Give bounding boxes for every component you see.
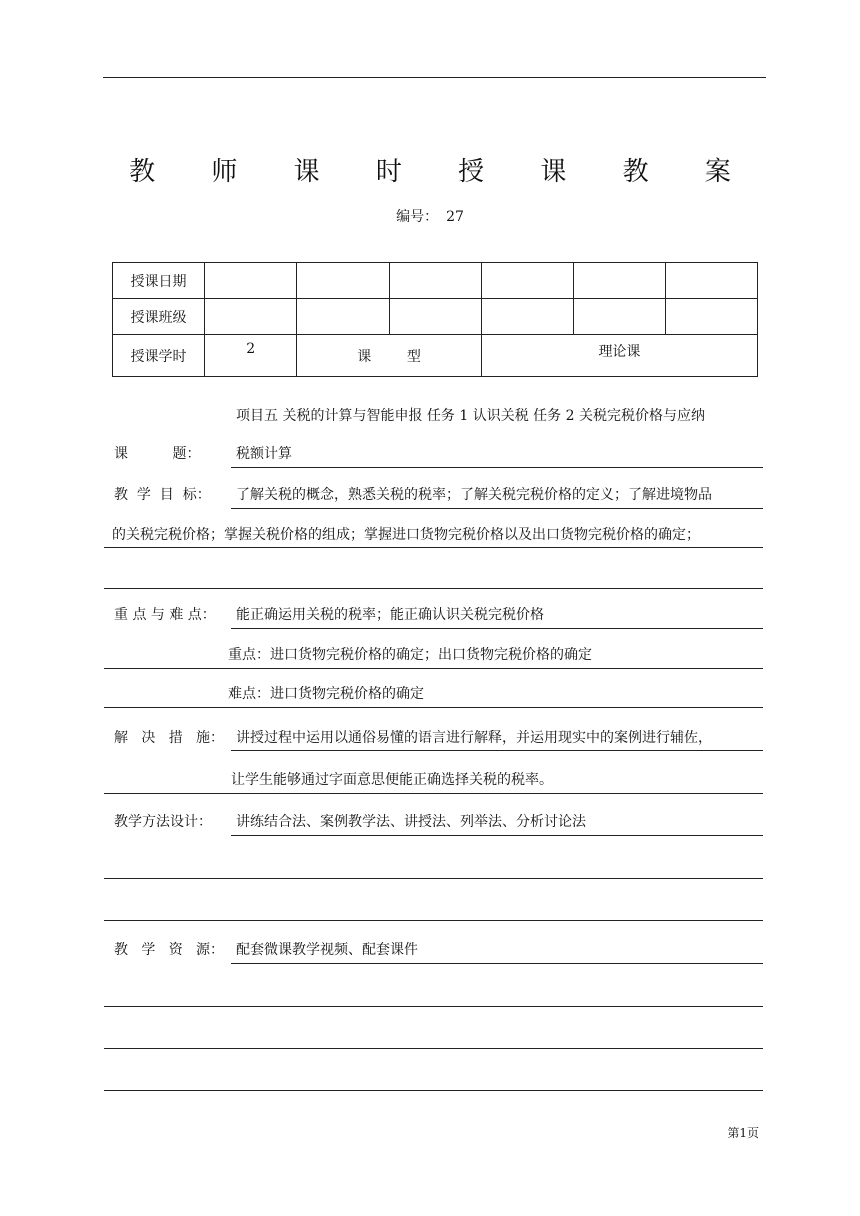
measures-underline-2 xyxy=(104,793,763,794)
date-cell xyxy=(573,263,665,299)
topic-underline xyxy=(231,467,763,468)
top-rule xyxy=(103,77,766,78)
class-cell xyxy=(389,299,481,335)
class-cell xyxy=(481,299,573,335)
class-cell xyxy=(573,299,665,335)
objectives-underline-3 xyxy=(104,588,763,589)
date-cell xyxy=(297,263,389,299)
class-cell xyxy=(297,299,389,335)
page-title: 教 师 课 时 授 课 教 案 xyxy=(129,157,755,187)
serial-value: 27 xyxy=(446,209,464,225)
serial-label: 编号： xyxy=(396,209,439,225)
methods-label: 教学方法设计： xyxy=(114,814,212,830)
hours-value: 2 xyxy=(205,335,297,377)
class-cell xyxy=(205,299,297,335)
key-points-line-2: 重点：进口货物完税价格的确定；出口货物完税价格的确定 xyxy=(228,647,592,663)
objectives-line-1: 了解关税的概念，熟悉关税的税率；了解关税完税价格的定义；了解进境物品 xyxy=(236,487,712,503)
topic-line-2: 税额计算 xyxy=(236,446,292,462)
table-row-date xyxy=(113,263,758,299)
objectives-underline-2 xyxy=(104,547,763,548)
type-value: 理论课 xyxy=(481,335,757,377)
resources-label: 教 学 资 源： xyxy=(114,942,225,958)
measures-underline-1 xyxy=(231,750,763,751)
info-table xyxy=(112,262,758,377)
topic-label: 课 题： xyxy=(114,446,201,462)
measures-line-1: 讲授过程中运用以通俗易懂的语言进行解释，并运用现实中的案例进行辅佐， xyxy=(236,730,712,746)
key-points-underline-2 xyxy=(104,668,763,669)
objectives-label: 教 学 目 标： xyxy=(114,487,211,503)
measures-label: 解 决 措 施： xyxy=(114,730,225,746)
page-number: 第1页 xyxy=(727,1126,759,1140)
date-cell xyxy=(481,263,573,299)
measures-line-2: 让学生能够通过字面意思便能正确选择关税的税率。 xyxy=(231,772,553,788)
resources-underline-1 xyxy=(231,963,763,964)
table-row-class xyxy=(113,299,758,335)
key-points-label: 重 点 与 难 点： xyxy=(114,607,216,623)
date-cell xyxy=(389,263,481,299)
resources-underline-4 xyxy=(104,1090,763,1091)
topic-line-1: 项目五 关税的计算与智能申报 任务 1 认识关税 任务 2 关税完税价格与应纳 xyxy=(236,408,705,424)
key-points-underline-3 xyxy=(104,707,763,708)
objectives-underline-1 xyxy=(231,508,763,509)
methods-underline-2 xyxy=(104,878,763,879)
class-label: 授课班级 xyxy=(113,299,205,335)
date-label: 授课日期 xyxy=(113,263,205,299)
objectives-line-2: 的关税完税价格；掌握关税价格的组成；掌握进口货物完税价格以及出口货物完税价格的确定； xyxy=(112,527,700,543)
key-points-underline-1 xyxy=(231,628,763,629)
resources-underline-3 xyxy=(104,1048,763,1049)
hours-label: 授课学时 xyxy=(113,335,205,377)
type-label: 课 型 xyxy=(297,335,482,377)
class-cell xyxy=(665,299,757,335)
key-points-line-1: 能正确运用关税的税率；能正确认识关税完税价格 xyxy=(236,607,544,623)
table-row-hours xyxy=(113,335,758,377)
methods-underline-1 xyxy=(231,835,763,836)
resources-line-1: 配套微课教学视频、配套课件 xyxy=(236,942,418,958)
resources-underline-2 xyxy=(104,1006,763,1007)
methods-underline-3 xyxy=(104,920,763,921)
date-cell xyxy=(205,263,297,299)
date-cell xyxy=(665,263,757,299)
serial-number xyxy=(0,207,860,227)
methods-line-1: 讲练结合法、案例教学法、讲授法、列举法、分析讨论法 xyxy=(236,814,586,830)
key-points-line-3: 难点：进口货物完税价格的确定 xyxy=(228,686,424,702)
